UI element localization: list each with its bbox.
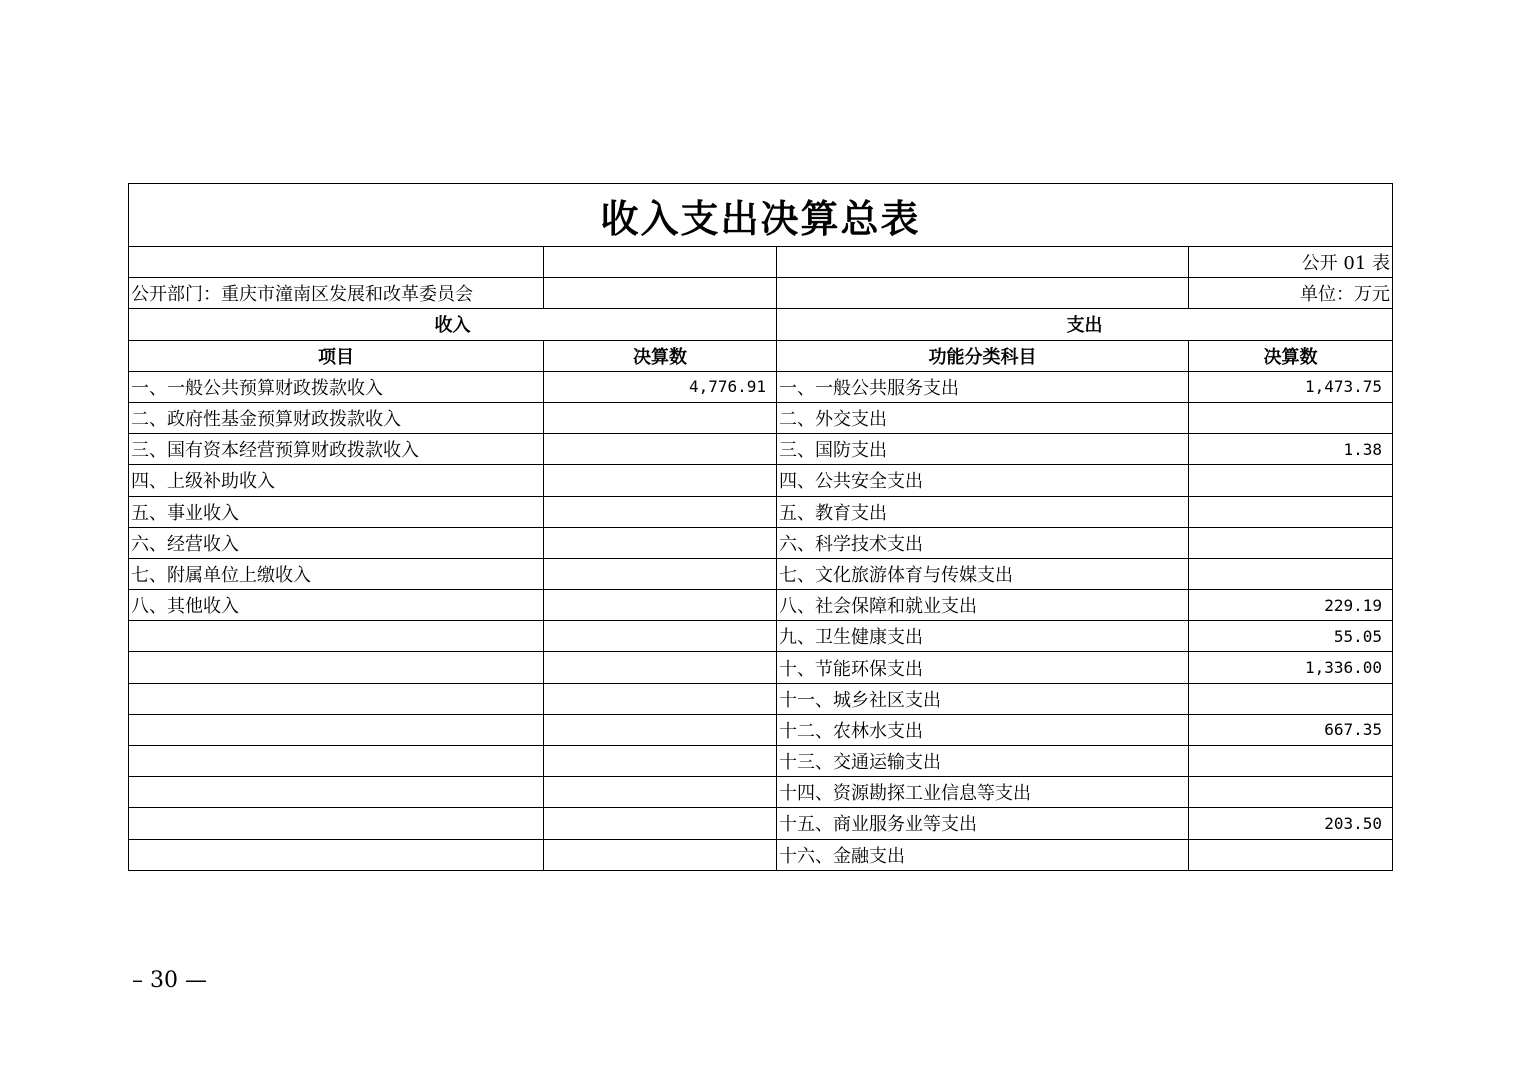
income-amount-cell	[544, 496, 777, 527]
expense-amount-cell: 55.05	[1189, 621, 1393, 652]
income-item-cell	[129, 839, 544, 870]
expense-amount-cell	[1189, 746, 1393, 777]
expense-amount-cell	[1189, 465, 1393, 496]
function-subject-column-header: 功能分类科目	[777, 340, 1189, 371]
income-amount-cell	[544, 652, 777, 683]
income-item-cell: 二、政府性基金预算财政拨款收入	[129, 402, 544, 433]
expense-item-cell: 一、一般公共服务支出	[777, 371, 1189, 402]
table-row	[129, 652, 1393, 683]
expense-item-cell: 十二、农林水支出	[777, 714, 1189, 745]
expense-amount-cell: 1.38	[1189, 434, 1393, 465]
expense-item-cell: 十、节能环保支出	[777, 652, 1189, 683]
table-row	[129, 746, 1393, 777]
income-item-cell	[129, 621, 544, 652]
blank-cell	[777, 278, 1189, 309]
table-row	[129, 434, 1393, 465]
income-amount-cell	[544, 683, 777, 714]
expense-amount-cell	[1189, 402, 1393, 433]
expense-amount-cell	[1189, 558, 1393, 589]
expense-amount-cell	[1189, 839, 1393, 870]
table-row	[129, 621, 1393, 652]
expense-amount-cell: 667.35	[1189, 714, 1393, 745]
item-column-header: 项目	[129, 340, 544, 371]
income-item-cell: 七、附属单位上缴收入	[129, 558, 544, 589]
expense-item-cell: 三、国防支出	[777, 434, 1189, 465]
table-row	[129, 402, 1393, 433]
expense-item-cell: 十五、商业服务业等支出	[777, 808, 1189, 839]
income-amount-cell	[544, 839, 777, 870]
table-row	[129, 496, 1393, 527]
table-number: 公开 01 表	[1189, 247, 1393, 278]
income-item-cell: 四、上级补助收入	[129, 465, 544, 496]
expense-amount-cell: 1,336.00	[1189, 652, 1393, 683]
expense-item-cell: 四、公共安全支出	[777, 465, 1189, 496]
expense-item-cell: 九、卫生健康支出	[777, 621, 1189, 652]
income-amount-cell	[544, 434, 777, 465]
income-item-cell	[129, 777, 544, 808]
income-amount-cell	[544, 402, 777, 433]
income-item-cell: 六、经营收入	[129, 527, 544, 558]
table-row	[129, 465, 1393, 496]
table-row	[129, 558, 1393, 589]
income-item-cell: 三、国有资本经营预算财政拨款收入	[129, 434, 544, 465]
income-amount-cell	[544, 558, 777, 589]
expense-amount-column-header: 决算数	[1189, 340, 1393, 371]
expense-item-cell: 十一、城乡社区支出	[777, 683, 1189, 714]
income-amount-column-header: 决算数	[544, 340, 777, 371]
expense-item-cell: 七、文化旅游体育与传媒支出	[777, 558, 1189, 589]
expense-amount-cell	[1189, 527, 1393, 558]
table-row	[129, 590, 1393, 621]
expense-item-cell: 八、社会保障和就业支出	[777, 590, 1189, 621]
income-item-cell: 八、其他收入	[129, 590, 544, 621]
income-expense-table	[128, 183, 1393, 871]
expense-amount-cell: 203.50	[1189, 808, 1393, 839]
expense-item-cell: 六、科学技术支出	[777, 527, 1189, 558]
income-item-cell: 五、事业收入	[129, 496, 544, 527]
income-amount-cell	[544, 465, 777, 496]
expense-amount-cell	[1189, 496, 1393, 527]
income-header: 收入	[129, 309, 777, 340]
table-row	[129, 714, 1393, 745]
page-number: – 30 —	[132, 968, 207, 993]
expense-item-cell: 五、教育支出	[777, 496, 1189, 527]
table-row	[129, 683, 1393, 714]
unit-label: 单位：万元	[1189, 278, 1393, 309]
income-item-cell	[129, 808, 544, 839]
income-item-cell: 一、一般公共预算财政拨款收入	[129, 371, 544, 402]
table-title: 收入支出决算总表	[129, 184, 1393, 247]
income-item-cell	[129, 714, 544, 745]
income-item-cell	[129, 652, 544, 683]
income-amount-cell	[544, 714, 777, 745]
income-amount-cell	[544, 808, 777, 839]
table-row	[129, 527, 1393, 558]
expense-item-cell: 二、外交支出	[777, 402, 1189, 433]
expense-amount-cell: 229.19	[1189, 590, 1393, 621]
expense-header: 支出	[777, 309, 1393, 340]
table-row	[129, 808, 1393, 839]
expense-amount-cell	[1189, 777, 1393, 808]
blank-cell	[777, 247, 1189, 278]
department-label: 公开部门：重庆市潼南区发展和改革委员会	[129, 278, 544, 309]
table-row	[129, 839, 1393, 870]
income-amount-cell	[544, 621, 777, 652]
blank-cell	[544, 247, 777, 278]
income-item-cell	[129, 746, 544, 777]
table-row	[129, 777, 1393, 808]
expense-item-cell: 十四、资源勘探工业信息等支出	[777, 777, 1189, 808]
income-item-cell	[129, 683, 544, 714]
blank-cell	[544, 278, 777, 309]
expense-item-cell: 十六、金融支出	[777, 839, 1189, 870]
income-amount-cell	[544, 746, 777, 777]
expense-item-cell: 十三、交通运输支出	[777, 746, 1189, 777]
expense-amount-cell: 1,473.75	[1189, 371, 1393, 402]
expense-amount-cell	[1189, 683, 1393, 714]
blank-cell	[129, 247, 544, 278]
income-amount-cell	[544, 527, 777, 558]
table-row	[129, 371, 1393, 402]
income-amount-cell	[544, 590, 777, 621]
income-amount-cell: 4,776.91	[544, 371, 777, 402]
income-amount-cell	[544, 777, 777, 808]
